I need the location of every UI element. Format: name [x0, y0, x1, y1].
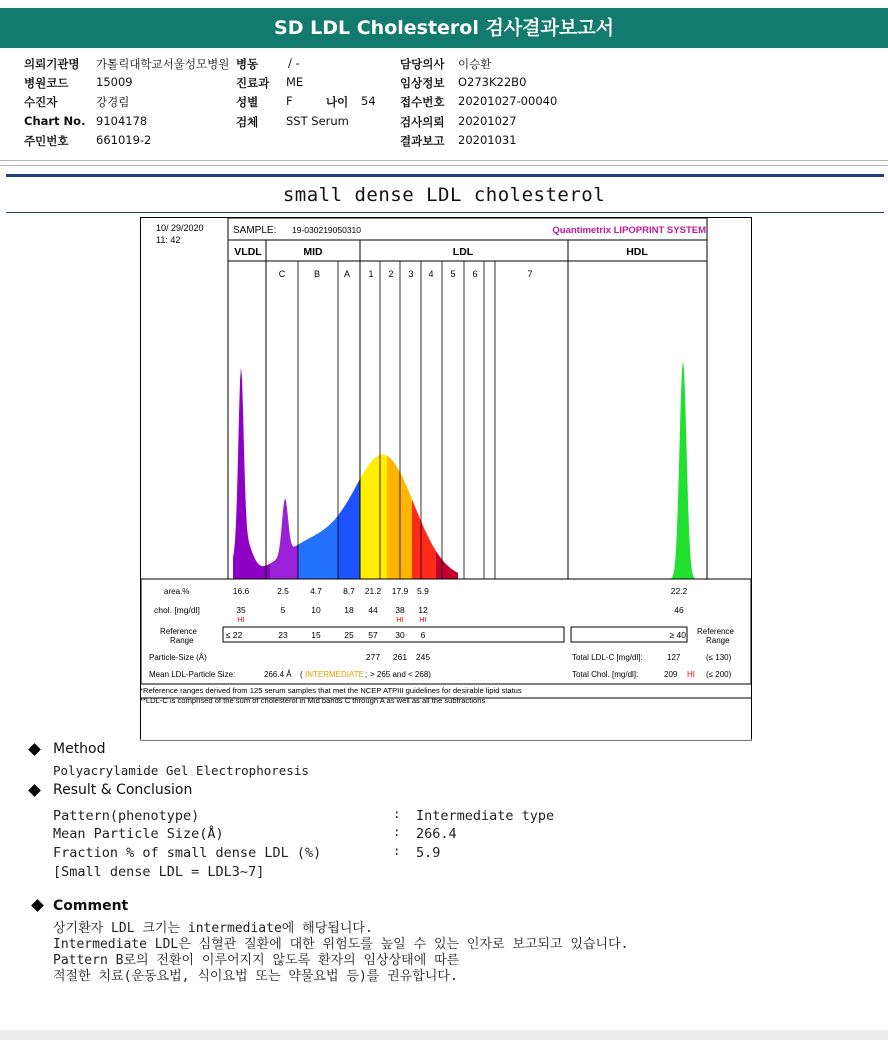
comment-line: Intermediate LDL은 심혈관 질환에 대한 위험도를 높일 수 있는 인자로 보고되고 있습니다.: [53, 937, 629, 952]
band-label: B: [313, 269, 321, 279]
result-colon: :: [393, 824, 401, 839]
total-ldl-value: 127: [667, 653, 681, 662]
band-label: C: [278, 269, 286, 279]
chart-date: 10/ 29/2020: [156, 223, 204, 233]
comment-line: 적절한 치료(운동요법, 식이요법 또는 약물요법 등)를 권유합니다.: [53, 969, 458, 984]
band-label: A: [343, 269, 351, 279]
total-ldl-label: Total LDL-C [mg/dl]:: [572, 653, 643, 662]
ward-value: / -: [288, 56, 300, 70]
mean-type: INTERMEDIATE: [305, 670, 364, 679]
footnote-1: *Reference ranges derived from 125 serum samples that met the NCEP ATPIII guidelines for desirable lipid status: [140, 686, 522, 695]
hospital-label: 의뢰기관명: [24, 57, 80, 71]
mean-label: Mean LDL-Particle Size:: [149, 670, 236, 679]
band-label: 7: [527, 269, 533, 279]
age-label: 나이: [326, 95, 349, 109]
section-top-rule: [6, 174, 884, 177]
ward-label: 병동: [236, 57, 259, 71]
mean-semicolon: ;: [365, 670, 368, 679]
method-heading: Method: [53, 741, 106, 757]
clinical-value: O273K22B0: [458, 75, 527, 89]
doctor-value: 이승환: [458, 57, 492, 71]
area-value: 5.9: [417, 586, 429, 596]
chol-value: 5: [280, 605, 286, 615]
particle-size-value: 277: [365, 652, 381, 662]
area-value: 16.6: [232, 586, 250, 596]
total-chol-flag: HI: [687, 670, 695, 679]
row-area-label: area.%: [164, 587, 190, 596]
section-title: small dense LDL cholesterol: [282, 184, 606, 206]
chol-value: 38: [395, 605, 405, 615]
chart-value: 9104178: [96, 114, 148, 128]
group-label: MID: [303, 246, 323, 258]
report-value: 20201031: [458, 133, 517, 147]
result-value: 266.4: [416, 826, 457, 842]
code-value: 15009: [96, 75, 133, 89]
mean-range: > 265 and < 268): [370, 670, 431, 679]
group-label: LDL: [452, 246, 474, 258]
divider: [0, 160, 888, 161]
chol-value: 35: [236, 605, 246, 615]
patient-label: 수진자: [24, 95, 58, 109]
clinical-label: 임상정보: [400, 76, 445, 90]
receipt-label: 접수번호: [400, 95, 445, 109]
specimen-label: 검체: [236, 115, 259, 129]
result-colon: :: [393, 843, 401, 858]
ldl1-area: [360, 455, 387, 579]
comment-line: 상기환자 LDL 크기는 intermediate에 해당됩니다.: [53, 921, 373, 936]
total-chol-value: 209: [664, 670, 678, 679]
comment-line: Pattern B로의 전환이 이루어지지 않도록 환자의 임상상태에 따른: [53, 953, 460, 968]
area-value: 4.7: [310, 586, 322, 596]
band-label: 6: [472, 269, 478, 279]
report-label: 결과보고: [400, 134, 445, 148]
page-footer: [0, 1030, 888, 1040]
result-heading: Result & Conclusion: [53, 782, 193, 798]
dept-label: 진료과: [236, 76, 270, 90]
band-label: 5: [450, 269, 456, 279]
hospital-value: 가톨릭대학교서울성모병원: [96, 57, 230, 71]
ref-value: 15: [311, 630, 321, 640]
ref-value: 23: [278, 630, 288, 640]
doctor-label: 담당의사: [400, 57, 445, 71]
dept-value: ME: [286, 75, 304, 89]
ref-value: 30: [395, 630, 405, 640]
ref-value: ≤ 22: [225, 630, 243, 640]
row-chol-label: chol. [mg/dl]: [154, 605, 200, 615]
sample-id: 19-030219050310: [292, 225, 362, 235]
result-value: Intermediate type: [416, 808, 555, 824]
particle-label: Particle-Size (Å): [149, 653, 207, 662]
report-header: SD LDL Cholesterol 검사결과보고서: [0, 8, 888, 48]
hdl-area-value: 22.2: [670, 586, 688, 596]
mean-open-paren: (: [300, 670, 303, 679]
total-ldl-limit: (≤ 130): [706, 653, 732, 662]
area-value: 17.9: [391, 586, 409, 596]
chart-label: Chart No.: [24, 114, 86, 128]
group-label: HDL: [626, 246, 648, 258]
section-bottom-rule: [6, 212, 884, 213]
chol-value: 18: [344, 605, 354, 615]
method-text: Polyacrylamide Gel Electrophoresis: [53, 763, 309, 778]
band-label: 3: [408, 269, 414, 279]
band-label: 4: [428, 269, 434, 279]
mean-value: 266.4 Å: [264, 670, 292, 679]
comment-bullet-icon: [31, 899, 44, 912]
row-ref-label-2: Range: [170, 636, 194, 645]
request-label: 검사의뢰: [400, 115, 445, 129]
hdl-chol-value: 46: [674, 605, 684, 615]
rrn-value: 661019-2: [96, 133, 152, 147]
receipt-value: 20201027-00040: [458, 94, 558, 108]
divider: [0, 165, 888, 166]
area-value: 8.7: [343, 586, 355, 596]
result-label: Mean Particle Size(Å): [53, 826, 224, 842]
hdl-ref-value: ≥ 40: [669, 630, 686, 640]
patient-value: 강경림: [96, 95, 130, 109]
ref-value: 6: [420, 630, 426, 640]
ref-value: 25: [344, 630, 354, 640]
right-ref-label-1: Reference: [697, 627, 734, 636]
result-note: [Small dense LDL = LDL3~7]: [53, 864, 265, 880]
chart-frame: [141, 218, 752, 741]
group-label: VLDL: [234, 246, 262, 258]
particle-size-value: 261: [392, 652, 408, 662]
chart-time: 11: 42: [156, 235, 181, 245]
result-value: 5.9: [416, 845, 441, 861]
chart-title: Quantimetrix LIPOPRINT SYSTEM: [552, 225, 706, 236]
hi-flag: HI: [396, 615, 404, 624]
total-chol-label: Total Chol. [mg/dl]:: [572, 670, 639, 679]
code-label: 병원코드: [24, 76, 69, 90]
result-colon: :: [393, 806, 401, 821]
area-value: 21.2: [364, 586, 382, 596]
band-label: 2: [388, 269, 394, 279]
total-chol-limit: (≤ 200): [706, 670, 732, 679]
sex-label: 성별: [236, 95, 259, 109]
chol-value: 44: [368, 605, 378, 615]
sex-value: F: [286, 94, 293, 108]
method-bullet-icon: [28, 743, 41, 756]
hi-flag: HI: [237, 615, 245, 624]
comment-heading: Comment: [53, 898, 129, 914]
rrn-label: 주민번호: [24, 134, 69, 148]
right-ref-label-2: Range: [706, 636, 730, 645]
footnote-2: **LDL-C is comprised of the sum of cholesterol in Mid bands C through A as well as all the subfractions: [140, 696, 486, 705]
chol-value: 10: [311, 605, 321, 615]
area-value: 2.5: [277, 586, 289, 596]
lipoprint-chart: [140, 217, 752, 741]
result-bullet-icon: [28, 784, 41, 797]
ref-value: 57: [368, 630, 378, 640]
row-ref-label-1: Reference: [160, 627, 197, 636]
request-value: 20201027: [458, 114, 517, 128]
result-label: Fraction % of small dense LDL (%): [53, 845, 322, 861]
result-label: Pattern(phenotype): [53, 808, 200, 824]
particle-size-value: 245: [415, 652, 431, 662]
band-label: 1: [368, 269, 374, 279]
specimen-value: SST Serum: [286, 114, 349, 128]
age-value: 54: [361, 94, 376, 108]
chol-value: 12: [418, 605, 428, 615]
hi-flag: HI: [419, 615, 427, 624]
sample-label: SAMPLE:: [233, 225, 277, 236]
